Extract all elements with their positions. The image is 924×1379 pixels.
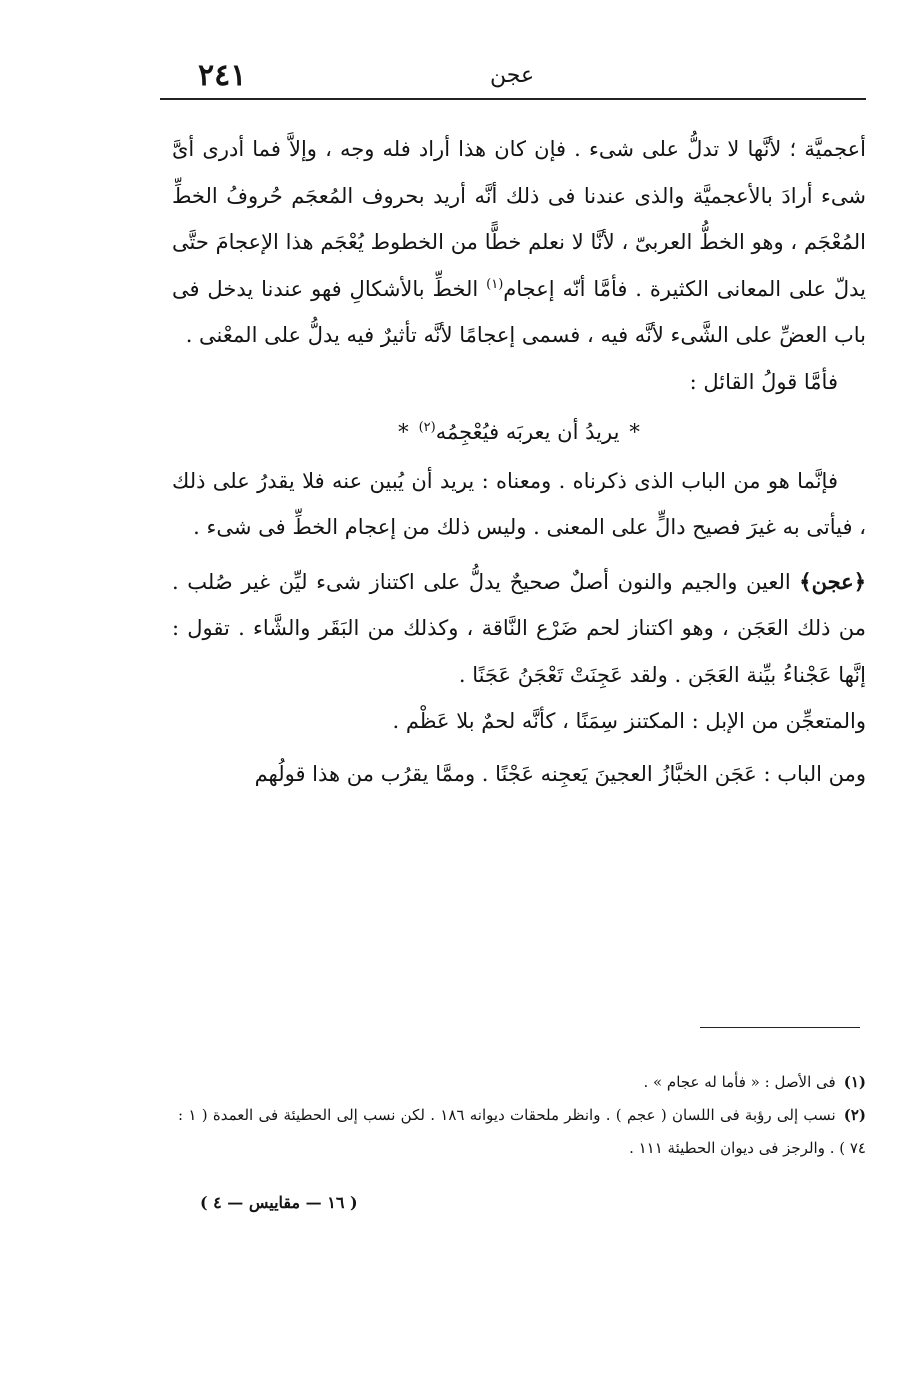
paragraph-2: فأمَّا قولُ القائل : (689, 369, 838, 394)
header-rule (160, 98, 866, 100)
paragraph-1-rest: الخطِّ بالأشكالِ فهو عندنا يدخل فى باب العضِّ على الشَّىء لأنَّه فيه ، فسمى إعجامًا لأنَّه تأثيرٌ فيه يدلُّ على المعْنى . (172, 276, 866, 347)
entry-paragraph (172, 559, 866, 699)
footnote-ref-1: (١) (486, 276, 504, 292)
entry-headword: عجن (811, 568, 854, 594)
running-head: عجن (490, 63, 535, 88)
paragraph-5: والمتعجِّن من الإبل : المكتنز سِمَنًا ، كأنَّه لحمٌ بلا عَظْم . (392, 709, 866, 733)
footnotes (178, 1066, 866, 1165)
paragraph-3: فإنَّما هو من الباب الذى ذكرناه . ومعناه : يريد أن يُبين عنه فلا يقدرُ على ذلك ، فيأتى به غيرَ فصيح دالٍّ على المعنى . وليس ذلك من إعجام الخطِّ فى شىء . (172, 468, 866, 539)
entry-paragraph-text: العين والجيم والنون أصلٌ صحيحٌ يدلُّ على اكتناز شىء ليِّن غير صُلب . من ذلك العَجَن ، وهو اكتناز لحم ضَرْع النَّاقة ، وكذلك من البَقَر والشَّاء . تقول : إنَّها عَجْناءُ بيِّنة العَجَن . ولقد عَجِنَتْ تَعْجَنُ عَجَنًا . (172, 569, 866, 687)
footnote-2 (178, 1099, 866, 1165)
page-number: ٢٤١ (198, 58, 247, 93)
footnote-1 (178, 1066, 866, 1099)
verse-star-left: * (398, 420, 409, 444)
signature-mark: ( ١٦ — مقاييس — ٤ ) (200, 1193, 358, 1212)
entry-bracket-close: ﴾ (799, 568, 812, 594)
footnote-1-number: (١) (843, 1073, 866, 1091)
paragraph-1 (172, 126, 866, 359)
footnote-2-text: نسب إلى رؤبة فى اللسان ( عجم ) . وانظر ملحقات ديوانه ١٨٦ . لكن نسب إلى الحطيئة فى العمدة ( ١ : ٧٤ ) . والرجز فى ديوان الحطيئة ١١١ . (178, 1106, 866, 1157)
footnote-ref-2: (٢) (418, 420, 436, 435)
verse-line (172, 409, 866, 456)
paragraph-6: ومن الباب : عَجَن الخبَّازُ العجينَ يَعجِنه عَجْنًا . وممَّا يقرُب من هذا قولُهم (254, 761, 866, 786)
footnote-rule (700, 1027, 860, 1028)
main-text (172, 126, 866, 797)
footnote-2-number: (٢) (843, 1106, 866, 1124)
verse-star-right: * (629, 420, 640, 444)
footnote-1-text: فى الأصل : « فأما له عجام » . (643, 1073, 836, 1091)
paragraph-1-text: أعجميَّة ؛ لأنَّها لا تدلُّ على شىء . فإن كان هذا أراد فله وجه ، وإلاَّ فما أدرى أىَّ شىء أرادَ بالأعجميَّة والذى عندنا فى ذلك أنَّه أريد بحروف المُعجَم حُروفُ الخطِّ المُعْجَم ، وهو الخطُّ العربىّ ، لأنَّا لا نعلم خطًّا من الخطوط يُعْجَم هذا الإعجامَ حتَّى يدلّ على المعانى الكثيرة . فأمَّا أنّه إعجام (172, 137, 866, 301)
verse-text: يريدُ أن يعربَه فيُعْجِمُه (435, 420, 620, 444)
entry-bracket-open: ﴿ (853, 568, 866, 594)
page-header (160, 52, 866, 100)
